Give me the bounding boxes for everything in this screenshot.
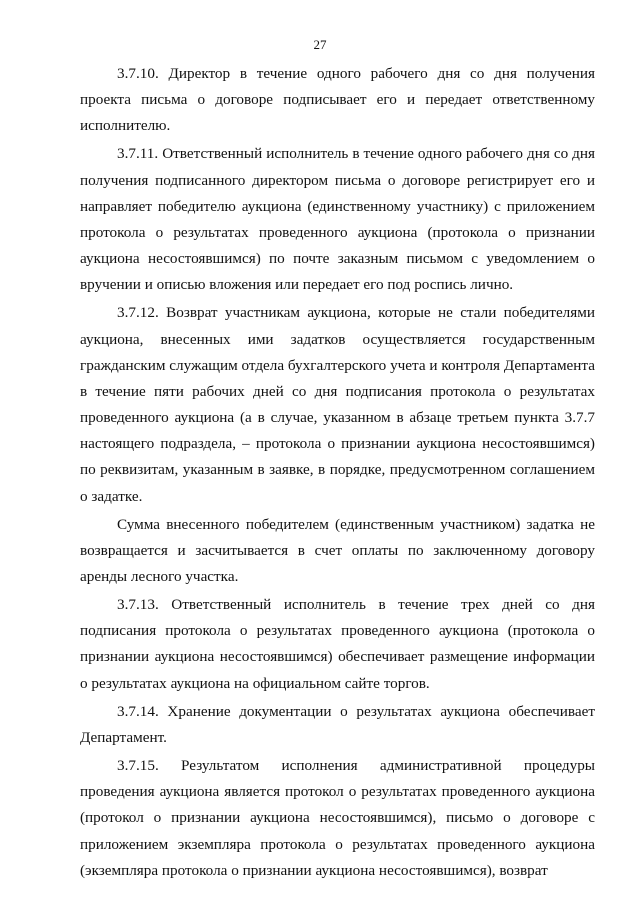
paragraph-3-7-13: 3.7.13. Ответственный исполнитель в течение трех дней со дня подписания протокола о результатах проведенного аукциона (протокола о признании аукциона несостоявшимся) обеспечивает размещение информации о результатах аукциона на официальном сайте торгов. <box>80 596 595 692</box>
paragraph-deposit-retention: Сумма внесенного победителем (единственным участником) задатка не возвращается и засчитывается в счет оплаты по заключенному договору аренды лесного участка. <box>80 515 595 585</box>
paragraph-3-7-14: 3.7.14. Хранение документации о результатах аукциона обеспечивает Департамент. <box>80 702 595 746</box>
paragraph-3-7-12: 3.7.12. Возврат участникам аукциона, которые не стали победителями аукциона, внесенных ими задатков осуществляется государственным гражданским служащим отдела бухгалтерского учета и контроля Департамента в течение пяти рабочих дней со дня подписания протокола о результатах проведенного аукциона (а в случае, указанном в абзаце третьем пункта 3.7.7 настоящего подраздела, – протокола о признании аукциона несостоявшимся) по реквизитам, указанным в заявке, в порядке, предусмотренном соглашением о задатке. <box>80 304 595 505</box>
paragraph-3-7-10: 3.7.10. Директор в течение одного рабочего дня со дня получения проекта письма о договоре подписывает его и передает ответственному исполнителю. <box>80 65 595 135</box>
document-body <box>80 61 595 884</box>
page-number: 27 <box>313 37 327 52</box>
paragraph-3-7-11: 3.7.11. Ответственный исполнитель в течение одного рабочего дня со дня получения подписанного директором письма о договоре регистрирует его и направляет победителю аукциона (единственному участнику) с приложением протокола о результатах проведенного аукциона (протокола о признании аукциона несостоявшимся) по почте заказным письмом с уведомлением о вручении и описью вложения или передает его под роспись лично. <box>80 145 595 294</box>
paragraph-3-7-15: 3.7.15. Результатом исполнения административной процедуры проведения аукциона является протокол о результатах проведенного аукциона (протокол о признании аукциона несостоявшимся), письмо о договоре с приложением экземпляра протокола о результатах проведенного аукциона (экземпляра протокола о признании аукциона несостоявшимся), возврат <box>80 757 595 879</box>
